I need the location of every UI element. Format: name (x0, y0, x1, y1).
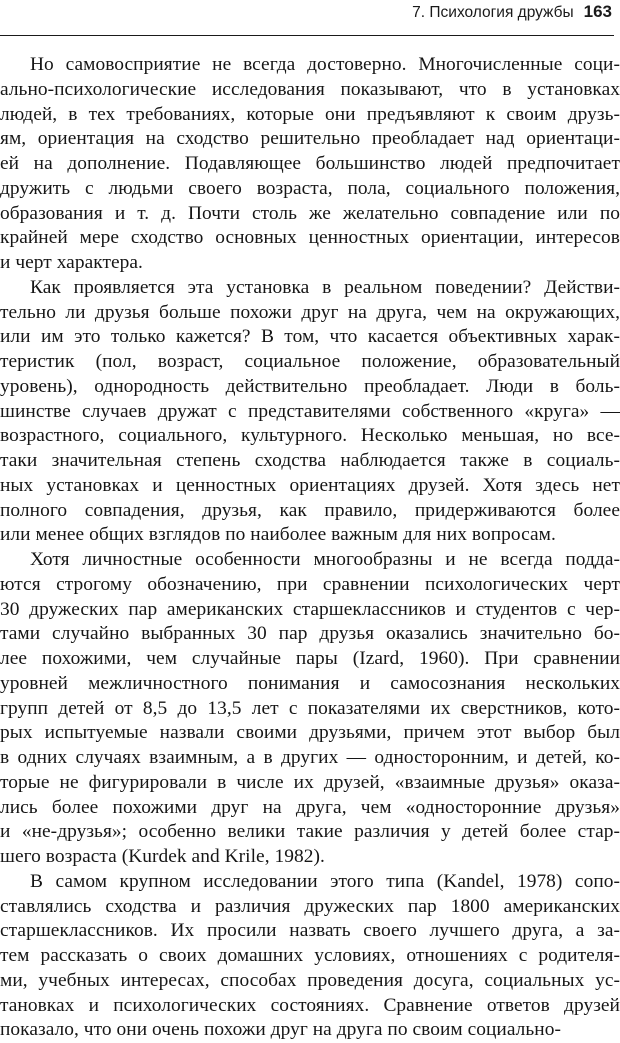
text-line: и черт характера. (0, 252, 143, 273)
text-line: Хотя личностные особенности многообразны и не всегда подда- (30, 549, 620, 570)
page-number: 163 (583, 2, 612, 21)
text-line: людей, в тех требованиях, которые они предъявляют к своим друзь- (0, 103, 620, 125)
text-line: уровней межличностного понимания и самосознания нескольких (0, 672, 620, 694)
text-line: Но самовосприятие не всегда достоверно. Многочисленные соци- (30, 54, 620, 75)
text-line: В самом крупном исследовании этого типа (Kandel, 1978) сопо- (30, 870, 620, 892)
text-line: лись более похожими друг на друга, чем «односторонние друзья» (0, 796, 620, 818)
text-line: возрастного, социального, культурного. Несколько меньшая, но все- (0, 425, 620, 447)
text-line: теристик (пол, возраст, социальное положение, образовательный (0, 351, 620, 372)
text-line: ально-психологические исследования показывают, что в установках (0, 78, 620, 100)
text-line: показало, что они очень похожи друг на друга по своим социально- (0, 1019, 561, 1041)
paragraph (0, 53, 620, 276)
paragraph (0, 870, 620, 1043)
running-head (412, 2, 612, 32)
text-line: 30 дружеских пар американских старшеклассников и студентов с чер- (0, 598, 620, 620)
chapter-title: 7. Психология дружбы (412, 4, 574, 21)
text-line: в одних случаях взаимным, а в других — односторонним, и детей, ко- (0, 747, 620, 768)
text-line: тем рассказать о своих домашних условиях, отношениях с родителя- (0, 945, 620, 966)
text-line: старшеклассников. Их просили назвать своего лучшего друга, а за- (0, 920, 620, 942)
text-line: или им это только кажется? В том, что касается объективных харак- (0, 326, 620, 348)
text-line: крайней мере сходство основных ценностных ориентации, интересов (0, 227, 620, 249)
text-line: таки значительная степень сходства наблюдается также в социаль- (0, 450, 620, 471)
text-line: ставлялись сходства и различия дружеских пар 1800 американских (0, 895, 620, 917)
body-text (0, 53, 620, 1043)
text-line: шинстве случаев дружат с представителями собственного «круга» — (0, 400, 620, 422)
text-line: и «не-друзья»; особенно велики такие различия у детей более стар- (0, 821, 620, 843)
text-line: лее похожими, чем случайные пары (Izard, 1960). При сравнении (0, 648, 620, 669)
text-line: полного совпадения, друзья, как правило, придерживаются более (0, 499, 620, 521)
text-line: ям, ориентация на сходство решительно преобладает над ориентаци- (0, 128, 620, 150)
paragraph (0, 276, 620, 548)
text-line: групп детей от 8,5 до 13,5 лет с показателями их сверстников, кото- (0, 697, 620, 719)
text-line: тельно ли друзья больше похожи друг на друга, чем на окружающих, (0, 301, 620, 323)
text-line: образования и т. д. Почти столь же желательно совпадение или по (0, 202, 620, 224)
text-line: уровень), однородность действительно преобладает. Люди в боль- (0, 375, 620, 397)
header-rule (0, 35, 614, 36)
text-line: тами случайно выбранных 30 пар друзья оказались значительно бо- (0, 623, 620, 645)
text-line: торые не фигурировали в числе их друзей, «взаимные друзья» оказа- (0, 771, 620, 793)
text-line: ей на дополнение. Подавляющее большинство людей предпочитает (0, 153, 620, 174)
text-line: или менее общих взглядов по наиболее важным для них вопросам. (0, 524, 556, 546)
text-line: дружить с людьми своего возраста, пола, социального положения, (0, 177, 620, 199)
text-line: шего возраста (Kurdek and Krile, 1982). (0, 846, 325, 867)
text-line: Как проявляется эта установка в реальном поведении? Действи- (30, 276, 620, 298)
text-line: ных установках и ценностных ориентациях друзей. Хотя здесь нет (0, 474, 620, 496)
text-line: рых испытуемые назвали своими друзьями, причем этот выбор был (0, 722, 620, 744)
text-line: ются строгому обозначению, при сравнении психологических черт (0, 573, 620, 595)
text-line: ми, учебных интересах, способах проведения досуга, социальных ус- (0, 969, 620, 991)
paragraph (0, 548, 620, 870)
text-line: тановках и психологических состояниях. Сравнение ответов друзей (0, 994, 620, 1016)
